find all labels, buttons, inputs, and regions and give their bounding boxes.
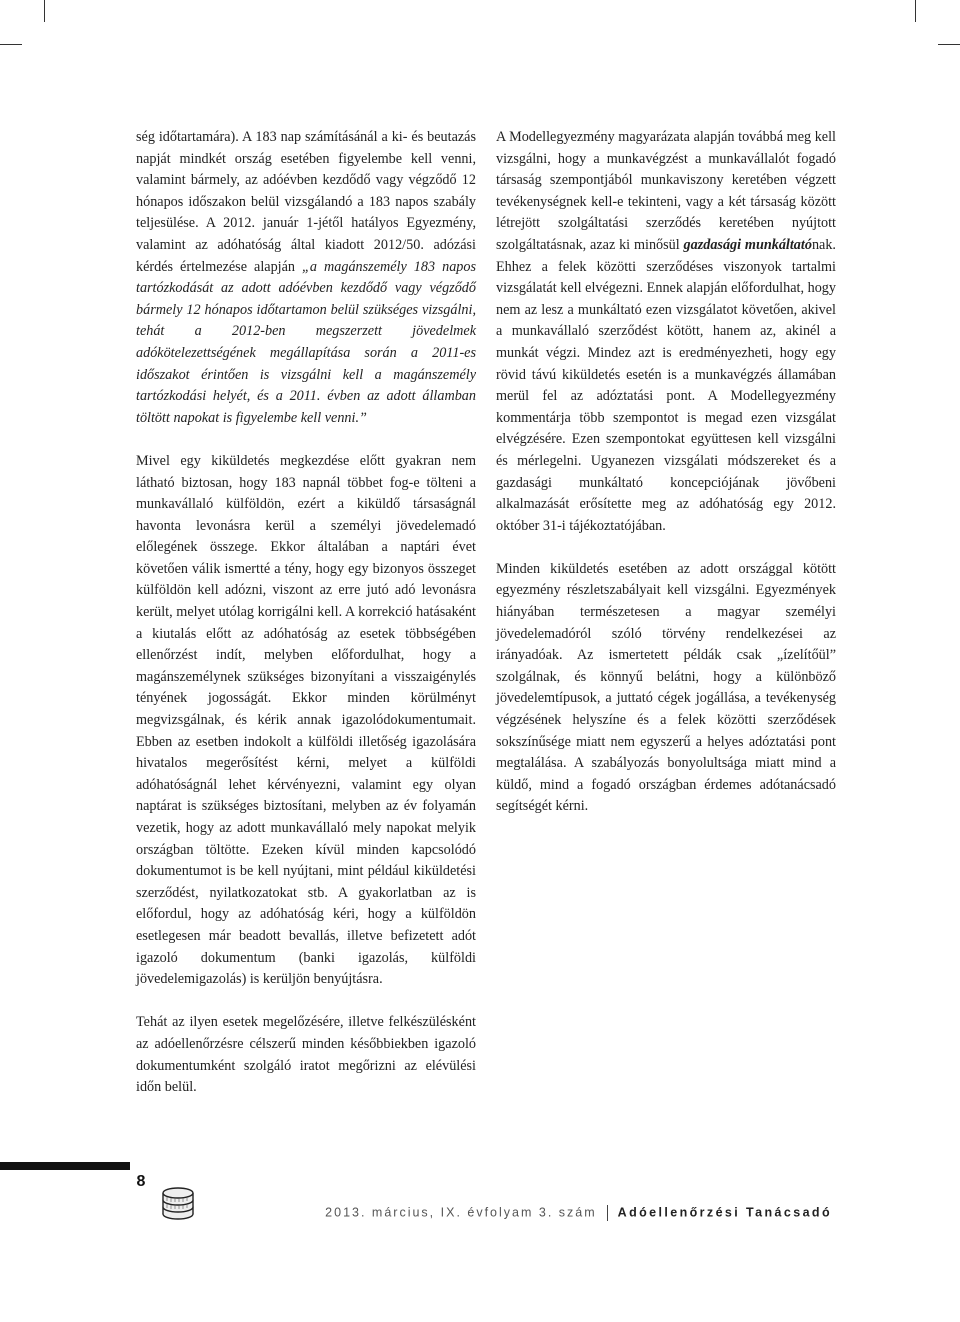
page-number: 8 [136,1173,146,1190]
footer-separator [607,1205,608,1221]
right-paragraph-2: Minden kiküldetés esetében az adott országgal kötött egyezmény részletszabályait kell vizsgálni. Egyezmények hiányában természetesen a magyar személyi jövedelemadóról szóló törvény rendelkezései az irányadóak. Az ismertetett példák csak „ízelítőül” szolgálnak, és könnyű belátni, hogy a különböző jövedelemtípusok, a juttató cégek jogállása, a tevékenység végzésének helyszíne és a felek közötti szerződések sokszínűsége miatt nem egyszerű a helyes adóztatási pont megtalálása. A szabályozás bonyolultsága miatt mind a küldő, mind a fogadó országban érdemes adótanácsadó segítségét kérni. [496,560,836,815]
left-column [136,127,476,1099]
coin-stack-icon [158,1180,198,1222]
right-paragraph-1-text-a: A Modellegyezmény magyarázata alapján továbbá meg kell vizsgálni, hogy a munkavégzést a munkavállalót fogadó társaság szempontjából munkaviszony keretében végzett tevékenységnek kell-e tekinteni, vagy a két társaság között létrejött szolgáltatási szerződés keretében nyújtott szolgáltatásnak, azaz ki minősül [496,129,836,253]
left-paragraph-1-quote: „a magánszemély 183 napos tartózkodását az adott adóévben kezdődő vagy végződő bármely 12 hónapos időtartamon belül szükséges vizsgálni, tehát a 2012-ben megszerzett jövedelmek adókötelezettségének megállapítása során a 2011-es időszakot érintően is vizsgálni kell a magánszemély tartózkodási helyét, és a 2011. évben az adott államban töltött napokat is figyelembe kell venni.” [136,258,476,426]
right-column [496,127,836,818]
left-paragraph-2: Mivel egy kiküldetés megkezdése előtt gyakran nem látható biztosan, hogy 183 napnál többet fog-e tölteni a munkavállaló külföldön, ezért a kiküldő társaságnál havonta levonásra kerül a személyi jövedelemadó előlegének összege. Ekkor általában a naptári évet követően válik ismertté a tény, hogy egy bizonyos összeget külföldön kell adózni, viszont az erre jutó adó levonásra került, melyet utólag korrigálni kell. A korrekció hatásaként a kiutalás előtt az adóhatóság az esetek többségében ellenőrzést indít, melyben előfordulhat, hogy a magánszemélynek szükséges bizonyítani a visszaigénylés tényének jogosságát. Ekkor minden körülményt megvizsgálnak, és kérik annak igazolódokumentumait. Ebben az esetben indokolt a külföldi illetőség igazolására hivatalos megerősítést kérni, melyet a külföldi adóhatóságnál lehet kérvényezni, valamint egy olyan naptárat is szükséges biztosítani, melyben az év folyamán vezetik, hogy az adott munkavállaló mely napokat melyik országban töltötte. Ezeken kívül minden kapcsolódó dokumentumot is be kell nyújtani, mint például kiküldetési szerződést, nyilatkozatokat stb. A gyakorlatban az is előfordul, hogy az adóhatóság kéri, hogy a külföldön esetlegesen már beadott bevallás, illetve befizetett adót igazoló dokumentum (banki igazolás, külföldi jövedelemigazolás) is kerüljön benyújtásra. [136,452,476,988]
footer-bar [0,1162,130,1170]
footer-issue: 2013. március, IX. évfolyam 3. szám [325,1205,597,1220]
crop-mark-top-right [912,0,960,48]
footer-journal-title: Adóellenőrzési Tanácsadó [617,1205,832,1220]
left-paragraph-1-text: ség időtartamára). A 183 nap számításánál a ki- és beutazás napját mindkét ország esetében figyelembe kell venni, valamint bármely, az adóévben kezdődő vagy végződő 12 hónapos időszakon belül vizsgálandó a 183 napos szabály teljesülése. A 2012. január 1-jétől hatályos Egyezmény, valamint az adóhatóság által kiadott 2012/50. adózási kérdés értelmezése alapján [136,129,476,275]
crop-mark-top-left [0,0,48,48]
right-paragraph-1-bold: gazdasági munkáltató [683,236,812,253]
footer-issue-line [325,1205,832,1221]
right-paragraph-1-text-b: nak. Ehhez a felek közötti szerződéses viszonyok tartalmi vizsgálatát kell elvégezni. Ennek alapján előfordulhat, hogy nem az lesz a munkáltató ezen vizsgálatot követően, akivel a munkavállaló szerződést kötött, hanem az, akinél a munkát végzi. Mindez azt is eredményezheti, hogy egy rövid távú kiküldetés esetén is a munkavégzés államában merül fel az adóztatási pont. A Modellegyezmény kommentárja több szempontot is megad ezen vizsgálat elvégzésére. Ezen szempontokat együttesen kell vizsgálni és mérlegelni. Ugyanezen vizsgálati módszereket és a gazdasági munkáltató koncepciójának jövőbeni alkalmazását erősítette meg az adóhatóság egy 2012. október 31-i tájékoztatójában. [496,236,836,534]
left-paragraph-1 [136,127,476,429]
left-paragraph-3: Tehát az ilyen esetek megelőzésére, illetve felkészülésként az adóellenőrzésre célszerű minden későbbiekben igazoló dokumentumként szolgáló iratot megőrizni az elévülési időn belül. [136,1014,476,1096]
right-paragraph-1 [496,127,836,537]
